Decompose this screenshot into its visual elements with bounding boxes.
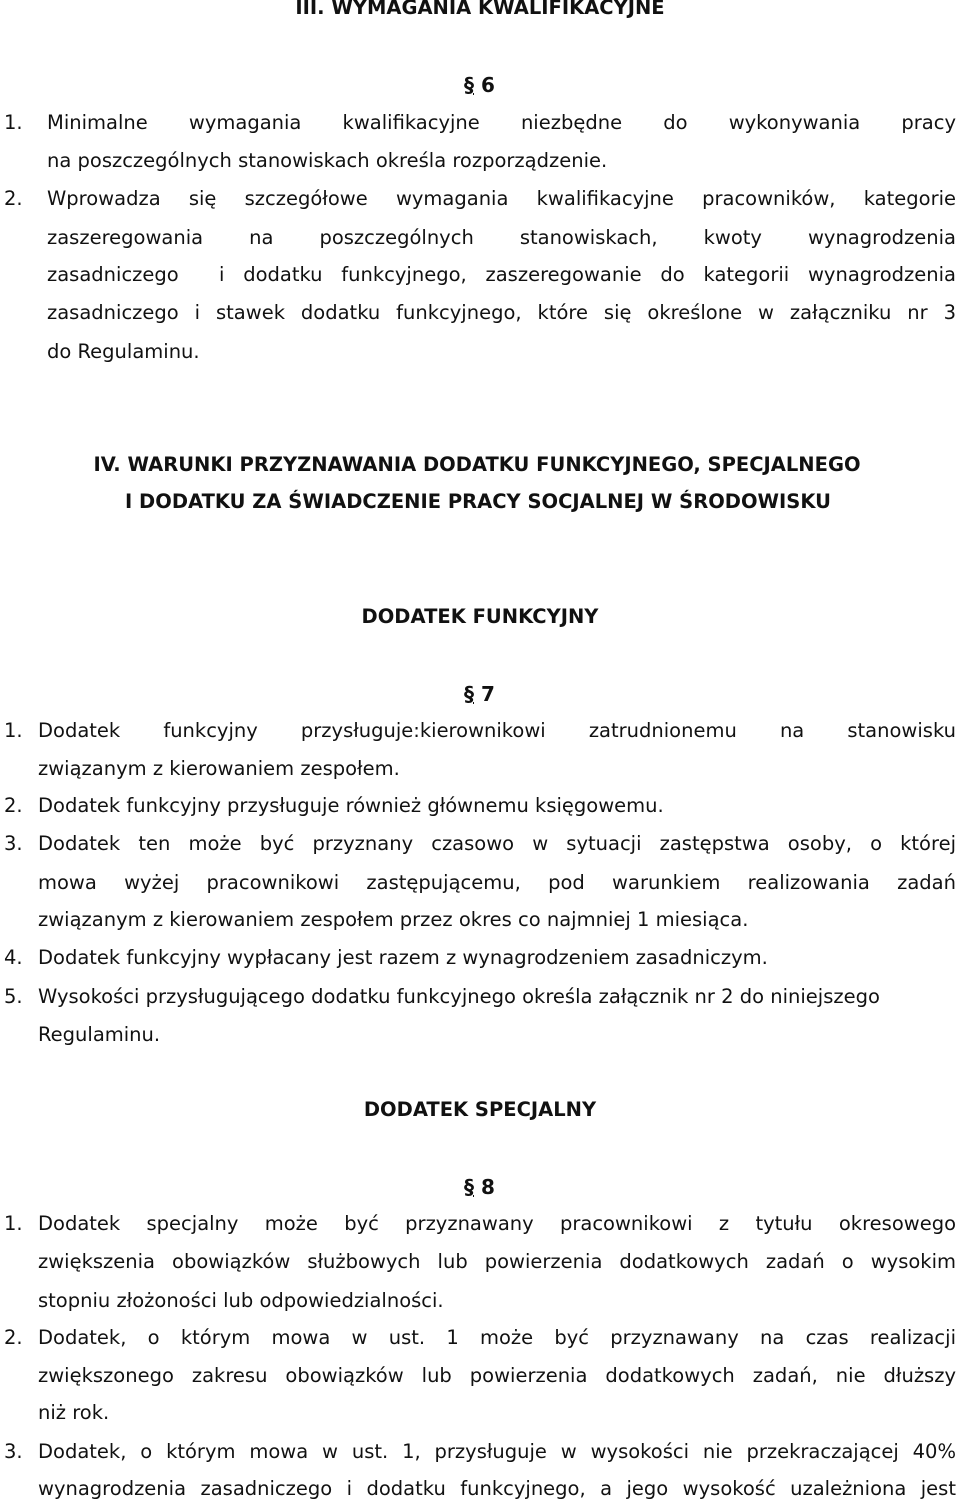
- paragraph-6-number: 6: [480, 73, 495, 97]
- list-item-number: 1.: [4, 1212, 23, 1235]
- list-item-text: Dodatek, o którym mowa w ust. 1 może być przyznawany na czas realizacji: [38, 1326, 956, 1349]
- list-item-text: wynagrodzenia zasadniczego i dodatku funkcyjnego, a jego wysokość uzależniona jest: [38, 1477, 956, 1500]
- section-sign-icon: §: [464, 682, 474, 706]
- list-item-text: zasadniczego: [47, 263, 179, 286]
- list-item-text: Dodatek funkcyjny przysługuje:kierownikowi zatrudnionemu na stanowisku: [38, 719, 956, 742]
- list-item-text: niż rok.: [38, 1401, 110, 1424]
- list-item-text: Dodatek ten może być przyznany czasowo w sytuacji zastępstwa osoby, o której: [38, 832, 956, 855]
- dodatek-funkcyjny-heading: DODATEK FUNKCYJNY: [361, 605, 599, 628]
- section-iv-heading-line2: I DODATKU ZA ŚWIADCZENIE PRACY SOCJALNEJ W ŚRODOWISKU: [125, 490, 831, 513]
- section-sign-icon: §: [464, 73, 474, 97]
- list-item-number: 3.: [4, 1440, 23, 1463]
- section-iv-heading: IV. WARUNKI PRZYZNAWANIA DODATKU FUNKCYJNEGO, SPECJALNEGO: [93, 453, 861, 476]
- list-item-text: Regulaminu.: [38, 1023, 161, 1046]
- paragraph-7-number: 7: [480, 682, 495, 706]
- list-item-text: Minimalne wymagania kwalifikacyjne niezbędne do wykonywania pracy: [47, 111, 956, 134]
- list-item-text: Dodatek, o którym mowa w ust. 1, przysługuje w wysokości nie przekraczającej 40%: [38, 1440, 956, 1463]
- list-item-text: zwiększenia obowiązków służbowych lub powierzenia dodatkowych zadań o wysokim: [38, 1250, 956, 1273]
- list-item-number: 1.: [4, 719, 23, 742]
- list-item-text: Dodatek specjalny może być przyznawany pracownikowi z tytułu okresowego: [38, 1212, 956, 1235]
- list-item-text: zaszeregowania na poszczególnych stanowiskach, kwoty wynagrodzenia: [47, 226, 956, 249]
- section-sign-icon: §: [464, 1175, 474, 1199]
- paragraph-8-number: 8: [480, 1175, 495, 1199]
- list-item-text: stopniu złożoności lub odpowiedzialności.: [38, 1289, 444, 1312]
- list-item-text: Dodatek funkcyjny przysługuje również głównemu księgowemu.: [38, 794, 664, 817]
- list-item-number: 1.: [4, 111, 23, 134]
- list-item-number: 2.: [4, 1326, 23, 1349]
- list-item-text: do Regulaminu.: [47, 340, 200, 363]
- list-item-number: 5.: [4, 985, 23, 1008]
- list-item-text: mowa wyżej pracownikowi zastępującemu, pod warunkiem realizowania zadań: [38, 871, 956, 894]
- list-item-text: na poszczególnych stanowiskach określa rozporządzenie.: [47, 149, 608, 172]
- list-item-number: 2.: [4, 187, 23, 210]
- list-item-number: 4.: [4, 946, 23, 969]
- list-item-number: 2.: [4, 794, 23, 817]
- list-item-text: zasadniczego i stawek dodatku funkcyjnego, które się określone w załączniku nr 3: [47, 301, 956, 324]
- list-item-text: Dodatek funkcyjny wypłacany jest razem z wynagrodzeniem zasadniczym.: [38, 946, 768, 969]
- list-item-text: związanym z kierowaniem zespołem.: [38, 757, 400, 780]
- list-item-number: 3.: [4, 832, 23, 855]
- paragraph-6-marker: [464, 73, 495, 97]
- list-item-text: Wysokości przysługującego dodatku funkcyjnego określa załącznik nr 2 do niniejszego: [38, 985, 880, 1008]
- list-item-text: związanym z kierowaniem zespołem przez okres co najmniej 1 miesiąca.: [38, 908, 749, 931]
- dodatek-specjalny-heading: DODATEK SPECJALNY: [363, 1098, 597, 1121]
- section-iii-heading: III. WYMAGANIA KWALIFIKACYJNE: [295, 0, 665, 19]
- paragraph-8-marker: [464, 1175, 495, 1199]
- list-item-text: zwiększonego zakresu obowiązków lub powierzenia dodatkowych zadań, nie dłuższy: [38, 1364, 956, 1387]
- list-item-text: i dodatku funkcyjnego, zaszeregowanie do kategorii wynagrodzenia: [219, 263, 956, 286]
- paragraph-7-marker: [464, 682, 495, 706]
- list-item-text: Wprowadza się szczegółowe wymagania kwalifikacyjne pracowników, kategorie: [47, 187, 956, 210]
